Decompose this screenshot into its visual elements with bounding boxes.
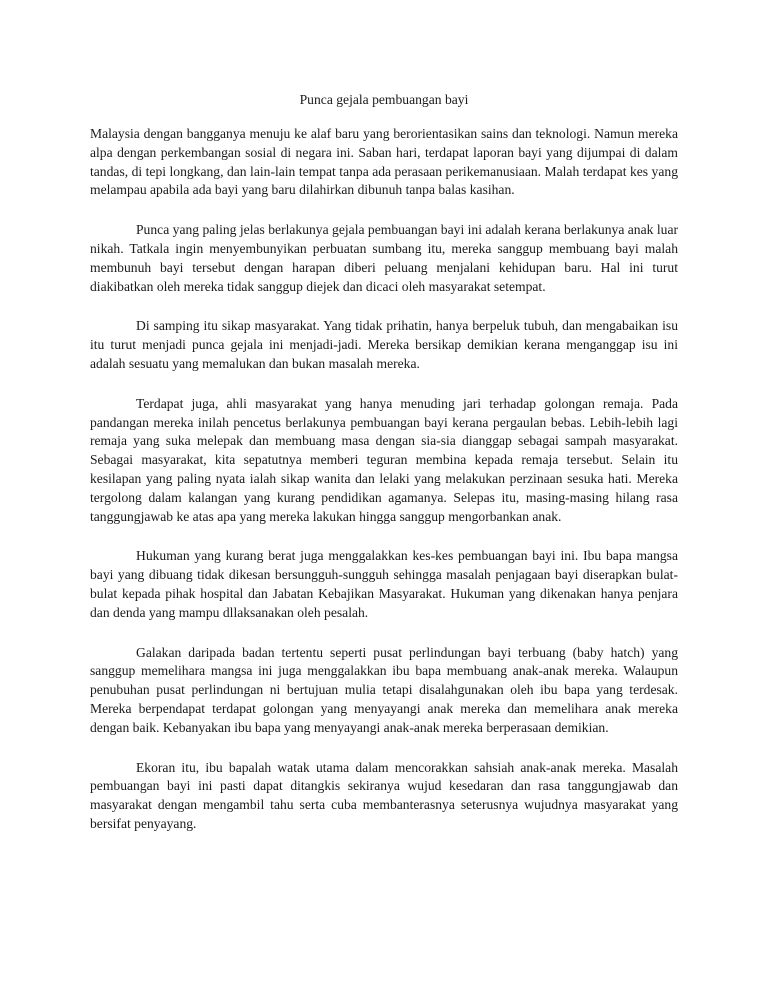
paragraph-2: Punca yang paling jelas berlakunya gejala pembuangan bayi ini adalah kerana berlakunya anak luar nikah. Tatkala ingin menyembunyikan perbuatan sumbang itu, mereka sanggup membuang bayi malah membunuh bayi tersebut dengan harapan diberi peluang menjalani kehidupan baru. Hal ini turut diakibatkan oleh mereka tidak sanggup diejek dan dicaci oleh masyarakat setempat. (90, 222, 678, 294)
document-title: Punca gejala pembuangan bayi (299, 92, 469, 107)
document-page (90, 90, 678, 855)
paragraph-7: Ekoran itu, ibu bapalah watak utama dalam mencorakkan sahsiah anak-anak mereka. Masalah pembuangan bayi ini pasti dapat ditangkis sekiranya wujud kesedaran dan rasa tanggungjawab dan masyarakat dengan mengambil tahu serta cuba membanterasnya seterusnya wujudnya masyarakat yang bersifat penyayang. (90, 759, 678, 831)
paragraph-4: Terdapat juga, ahli masyarakat yang hanya menuding jari terhadap golongan remaja. Pada pandangan mereka inilah pencetus berlakunya pembuangan bayi kerana pergaulan bebas. Lebih-lebih lagi remaja yang suka melepak dan membuang masa dengan sia-sia dianggap sebagai sampah masyarakat. Sebagai masyarakat, kita sepatutnya memberi teguran membina kepada remaja tersebut. Selain itu kesilapan yang paling nyata ialah sikap wanita dan lelaki yang melakukan perzinaan sesuka hati. Mereka tergolong dalam kalangan yang kurang pendidikan agamanya. Selepas itu, masing-masing hilang rasa tanggungjawab ke atas apa yang mereka lakukan hingga sanggup mengorbankan anak. (90, 395, 678, 524)
paragraph-3: Di samping itu sikap masyarakat. Yang tidak prihatin, hanya berpeluk tubuh, dan mengabaikan isu itu turut menjadi punca gejala ini menjadi-jadi. Mereka bersikap demikian kerana menganggap isu ini adalah sesuatu yang memalukan dan bukan masalah mereka. (90, 318, 678, 371)
paragraph-6: Galakan daripada badan tertentu seperti pusat perlindungan bayi terbuang (baby hatch) yang sanggup memelihara mangsa ini juga menggalakkan ibu bapa membuang anak-anak mereka. Walaupun penubuhan pusat perlindungan ni bertujuan mulia tetapi disalahgunakan oleh ibu bapa yang terdesak. Mereka berpendapat terdapat golongan yang menyayangi anak mereka dan memelihara anak mereka dengan baik. Kebanyakan ibu bapa yang menyayangi anak-anak mereka berperasaan demikian. (90, 644, 678, 735)
paragraph-1: Malaysia dengan bangganya menuju ke alaf baru yang berorientasikan sains dan teknologi. Namun mereka alpa dengan perkembangan sosial di negara ini. Saban hari, terdapat laporan bayi yang dijumpai di dalam tandas, di tepi longkang, dan lain-lain tempat tanpa ada perasaan perikemanusiaan. Malah terdapat kes yang melampau apabila ada bayi yang baru dilahirkan dibunuh tanpa balas kasihan. (90, 126, 678, 198)
paragraph-5: Hukuman yang kurang berat juga menggalakkan kes-kes pembuangan bayi ini. Ibu bapa mangsa bayi yang dibuang tidak dikesan bersungguh-sungguh sehingga masalah penjagaan bayi diserapkan bulat-bulat kepada pihak hospital dan Jabatan Kebajikan Masyarakat. Hukuman yang dikenakan hanya penjara dan denda yang mampu dllaksanakan oleh pesalah. (90, 548, 678, 620)
